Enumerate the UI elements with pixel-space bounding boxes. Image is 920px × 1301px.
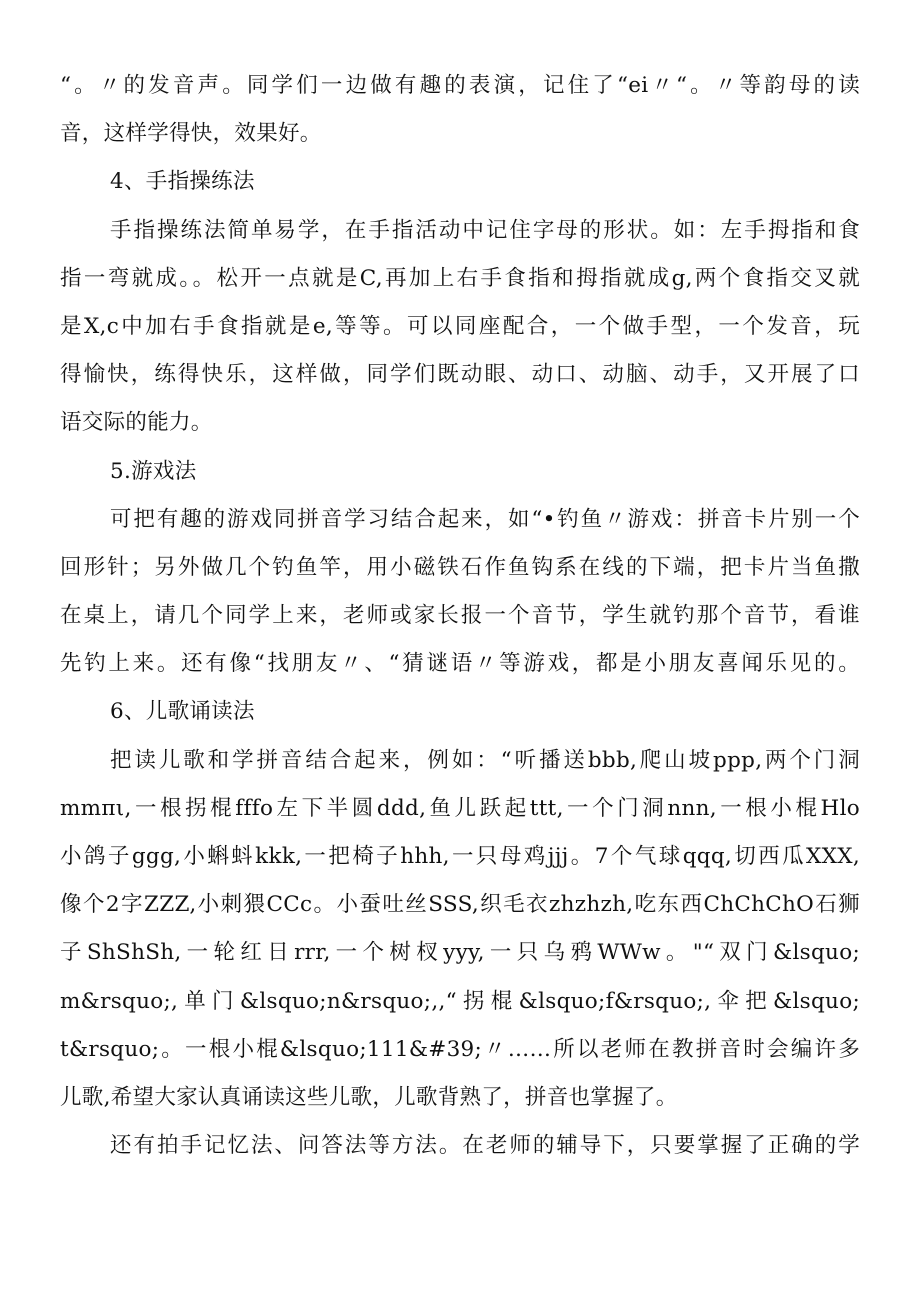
text-line: 可把有趣的游戏同拼音学习结合起来，如“•钓鱼〃游戏：拼音卡片别一个 <box>110 506 860 532</box>
text-line: 手指操练法简单易学，在手指活动中记住字母的形状。如：左手拇指和食 <box>110 217 860 243</box>
text-line: “。〃的发音声。同学们一边做有趣的表演，记住了“ei〃“。〃等韵母的读 <box>60 73 860 98</box>
text-line: 把读儿歌和学拼音结合起来，例如：“听播送bbb,爬山坡ppp,两个门洞 <box>110 747 860 773</box>
text-line: 在桌上，请几个同学上来，老师或家长报一个音节，学生就钓那个音节，看谁 <box>60 603 860 629</box>
text-line: 小鸽子ggg,小蝌蚪kkk,一把椅子hhh,一只母鸡jjj。7个气球qqq,切西瓜XXX, <box>60 844 860 869</box>
text-line: m&rsquo;,单门&lsquo;n&rsquo;,,“拐棍&lsquo;f&rsquo;,伞把&lsquo; <box>60 988 860 1014</box>
text-line: 4、手指操练法 <box>110 169 255 195</box>
text-line: 5.游戏法 <box>110 458 197 484</box>
text-line: 儿歌,希望大家认真诵读这些儿歌，儿歌背熟了，拼音也掌握了。 <box>60 1084 678 1110</box>
text-line: t&rsquo;。一根小棍&lsquo;111&#39;〃……所以老师在教拼音时会编许多 <box>60 1036 860 1062</box>
text-line: 音，这样学得快，效果好。 <box>60 121 322 147</box>
text-line: 语交际的能力。 <box>60 410 213 436</box>
text-line: 子ShShSh,一轮红日rrr,一个树杈yyy,一只乌鸦WWw。"“双门&lsquo; <box>60 940 860 966</box>
text-line: 回形针；另外做几个钓鱼竿，用小磁铁石作鱼钩系在线的下端，把卡片当鱼撒 <box>60 554 860 580</box>
document-body <box>60 62 860 1170</box>
text-line: 得愉快，练得快乐，这样做，同学们既动眼、动口、动脑、动手，又开展了口 <box>60 362 860 388</box>
text-line: 还有拍手记忆法、问答法等方法。在老师的辅导下，只要掌握了正确的学 <box>110 1133 860 1159</box>
text-line: mmπι,一根拐棍fffo左下半圆ddd,鱼儿跃起ttt,一个门洞nnn,一根小棍Hlo <box>60 795 860 821</box>
text-line: 指一弯就成。。松开一点就是C,再加上右手食指和拇指就成g,两个食指交叉就 <box>60 265 860 291</box>
text-line: 先钓上来。还有像“找朋友〃、“猜谜语〃等游戏，都是小朋友喜闻乐见的。 <box>60 651 860 677</box>
text-line: 是X,c中加右手食指就是e,等等。可以同座配合，一个做手型，一个发音，玩 <box>60 313 860 339</box>
text-line: 像个2字ZZZ,小刺猥CCc。小蚕吐丝SSS,织毛衣zhzhzh,吃东西ChChChO石狮 <box>60 892 860 918</box>
text-line: 6、儿歌诵读法 <box>110 699 255 725</box>
